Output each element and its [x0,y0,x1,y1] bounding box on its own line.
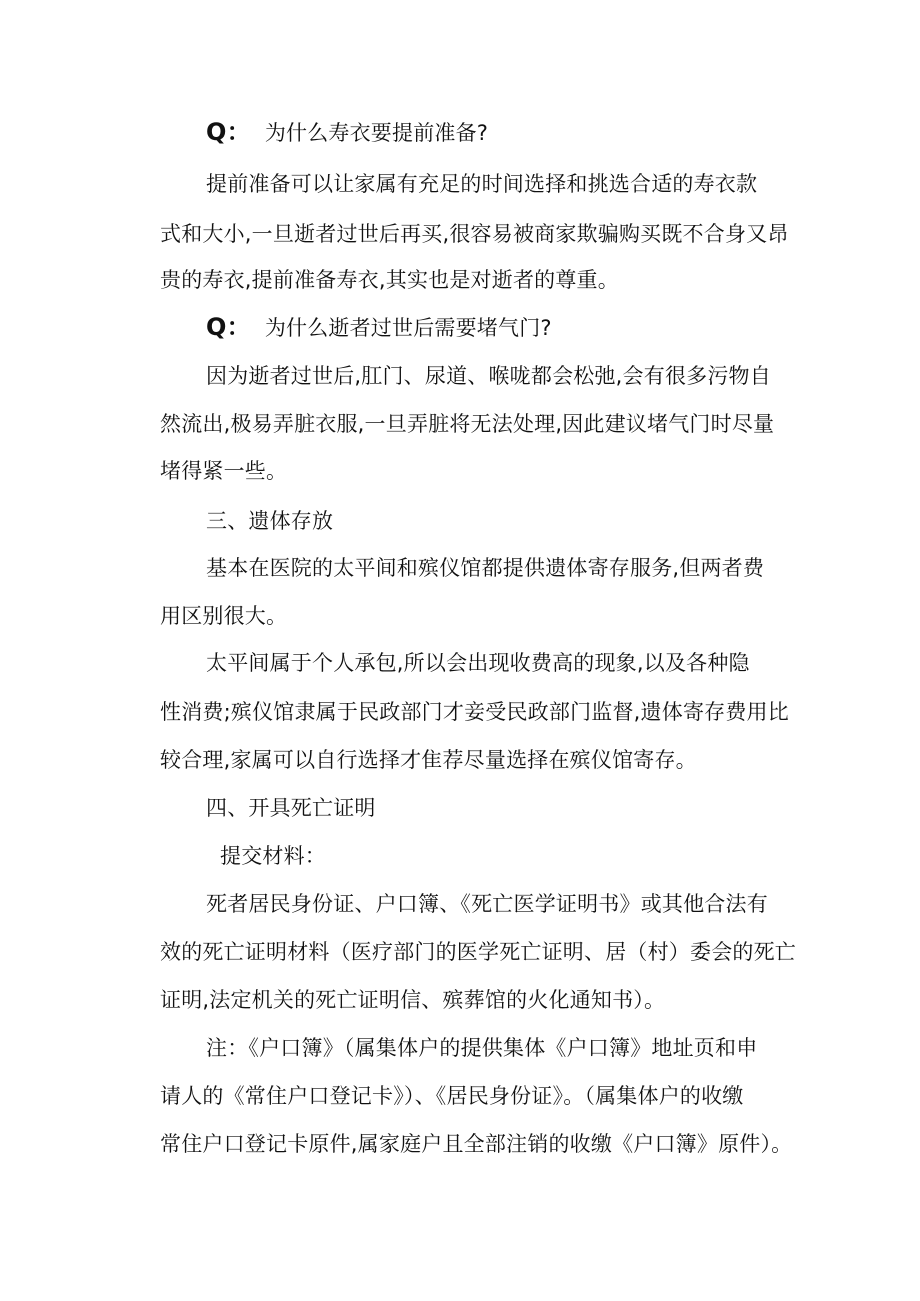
section-3-para-2-line-2: 性消费;殡仪馆隶属于民政部门才妾受民政部门监督,遗体寄存费用比 [160,700,789,724]
answer-1-line-3: 贵的寿衣,提前准备寿衣,其实也是对逝者的尊重。 [160,268,619,292]
note-line-1: 注：《户口簿》（属集体户的提供集体《户口簿》地址页和申 [206,1036,758,1060]
question-text: 为什么寿衣要提前准备? [264,121,489,145]
materials-label: 提交材料： [220,844,326,868]
materials-line-2: 效的死亡证明材料（医疗部门的医学死亡证明、居（村）委会的死亡 [160,940,796,964]
q-prefix: Q： [206,118,251,146]
answer-2-line-1: 因为逝者过世后,肛门、尿道、喉咙都会松弛,会有很多污物自 [206,364,771,388]
section-4-heading: 四、开具死亡证明 [206,796,376,820]
note-line-3: 常住户口登记卡原件,属家庭户且全部注销的收缴《户口簿》原件）。 [160,1132,793,1156]
section-3-para-2-line-3: 较合理,家属可以自行选择才隹荐尽量选择在殡仪馆寄存。 [160,748,697,772]
section-3-para-1-line-1: 基本在医院的太平间和殡仪馆都提供遗体寄存服务,但两者费 [206,556,765,580]
question-1 [206,117,488,148]
answer-1-line-2: 式和大小,一旦逝者过世后再买,很容易被商家欺骗购买既不合身又昂 [160,222,789,246]
section-3-heading: 三、遗体存放 [206,509,334,533]
section-3-para-2-line-1: 太平间属于个人承包,所以会出现收费高的现象,以及各种隐 [206,651,750,675]
answer-1-line-1: 提前准备可以让家属有充足的时间选择和挑选合适的寿衣款 [206,172,758,196]
question-2 [206,312,552,343]
materials-line-1: 死者居民身份证、户口簿、《死亡医学证明书》或其他合法有 [206,892,768,916]
q-prefix: Q： [206,313,251,341]
answer-2-line-2: 然流出,极易弄脏衣服,一旦弄脏将无法处理,因此建议堵气门时尽量 [160,412,775,436]
section-3-para-1-line-2: 用区别很大。 [160,604,288,628]
materials-line-3: 证明,法定机关的死亡证明信、殡葬馆的火化通知书）。 [160,988,666,1012]
question-text: 为什么逝者过世后需要堵气门? [264,316,552,340]
note-line-2: 请人的《常住户口登记卡》）、《居民身份证》。（属集体户的收缴 [160,1084,744,1108]
answer-2-line-3: 堵得紧一些。 [160,459,288,483]
